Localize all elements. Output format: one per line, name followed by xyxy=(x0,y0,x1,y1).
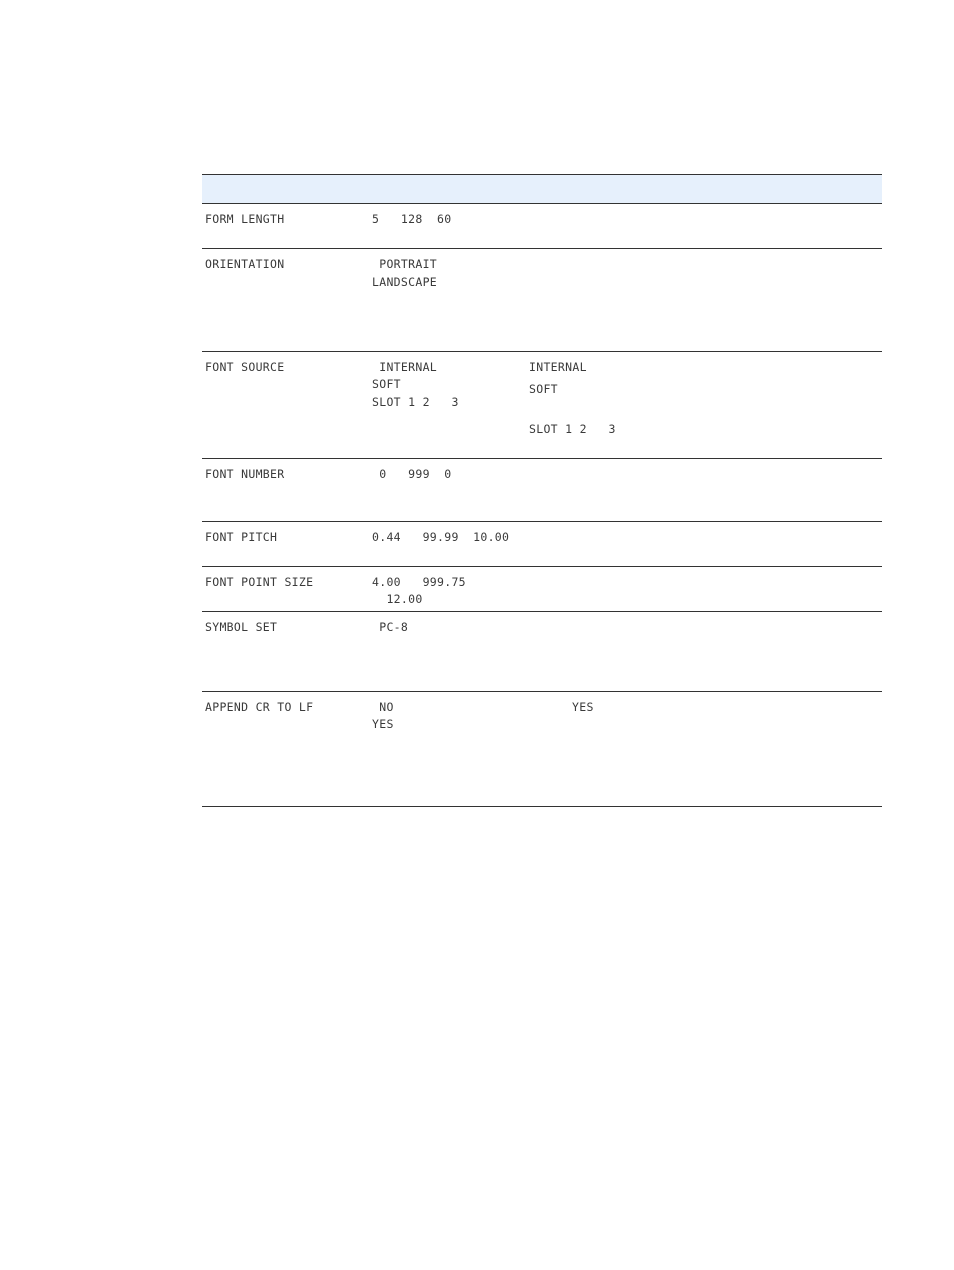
row-label: FONT PITCH xyxy=(205,530,278,544)
row-default: SOFT xyxy=(529,382,558,396)
row-value: 0 999 0 xyxy=(372,467,452,481)
table-row-font-pitch xyxy=(202,522,882,567)
row-value: SOFT xyxy=(372,377,401,391)
row-value: 12.00 xyxy=(372,592,423,606)
table-row-symbol-set xyxy=(202,612,882,692)
row-value: 5 128 60 xyxy=(372,212,452,226)
table-row-font-source xyxy=(202,352,882,459)
row-value: 4.00 999.75 xyxy=(372,575,466,589)
row-label: APPEND CR TO LF xyxy=(205,700,314,714)
table-header xyxy=(202,174,882,204)
row-value: PORTRAIT xyxy=(372,257,438,271)
row-value: YES xyxy=(372,717,394,731)
row-value: SLOT 1 2 3 xyxy=(372,395,459,409)
table-row-append-cr-to-lf xyxy=(202,692,882,807)
row-label: ORIENTATION xyxy=(205,257,285,271)
row-label: FONT POINT SIZE xyxy=(205,575,314,589)
row-label: SYMBOL SET xyxy=(205,620,278,634)
row-value: INTERNAL xyxy=(372,360,438,374)
row-default: SLOT 1 2 3 xyxy=(529,422,616,436)
row-default: YES xyxy=(572,700,594,714)
row-label: FONT SOURCE xyxy=(205,360,285,374)
settings-table xyxy=(202,174,882,807)
table-row-orientation xyxy=(202,249,882,352)
table-row-font-point-size xyxy=(202,567,882,612)
row-value: PC-8 xyxy=(372,620,409,634)
row-value: 0.44 99.99 10.00 xyxy=(372,530,510,544)
row-value: NO xyxy=(372,700,394,714)
row-label: FORM LENGTH xyxy=(205,212,285,226)
row-default: INTERNAL xyxy=(529,360,587,374)
table-row-font-number xyxy=(202,459,882,522)
row-value: LANDSCAPE xyxy=(372,275,438,289)
row-label: FONT NUMBER xyxy=(205,467,285,481)
table-row-form-length xyxy=(202,204,882,249)
